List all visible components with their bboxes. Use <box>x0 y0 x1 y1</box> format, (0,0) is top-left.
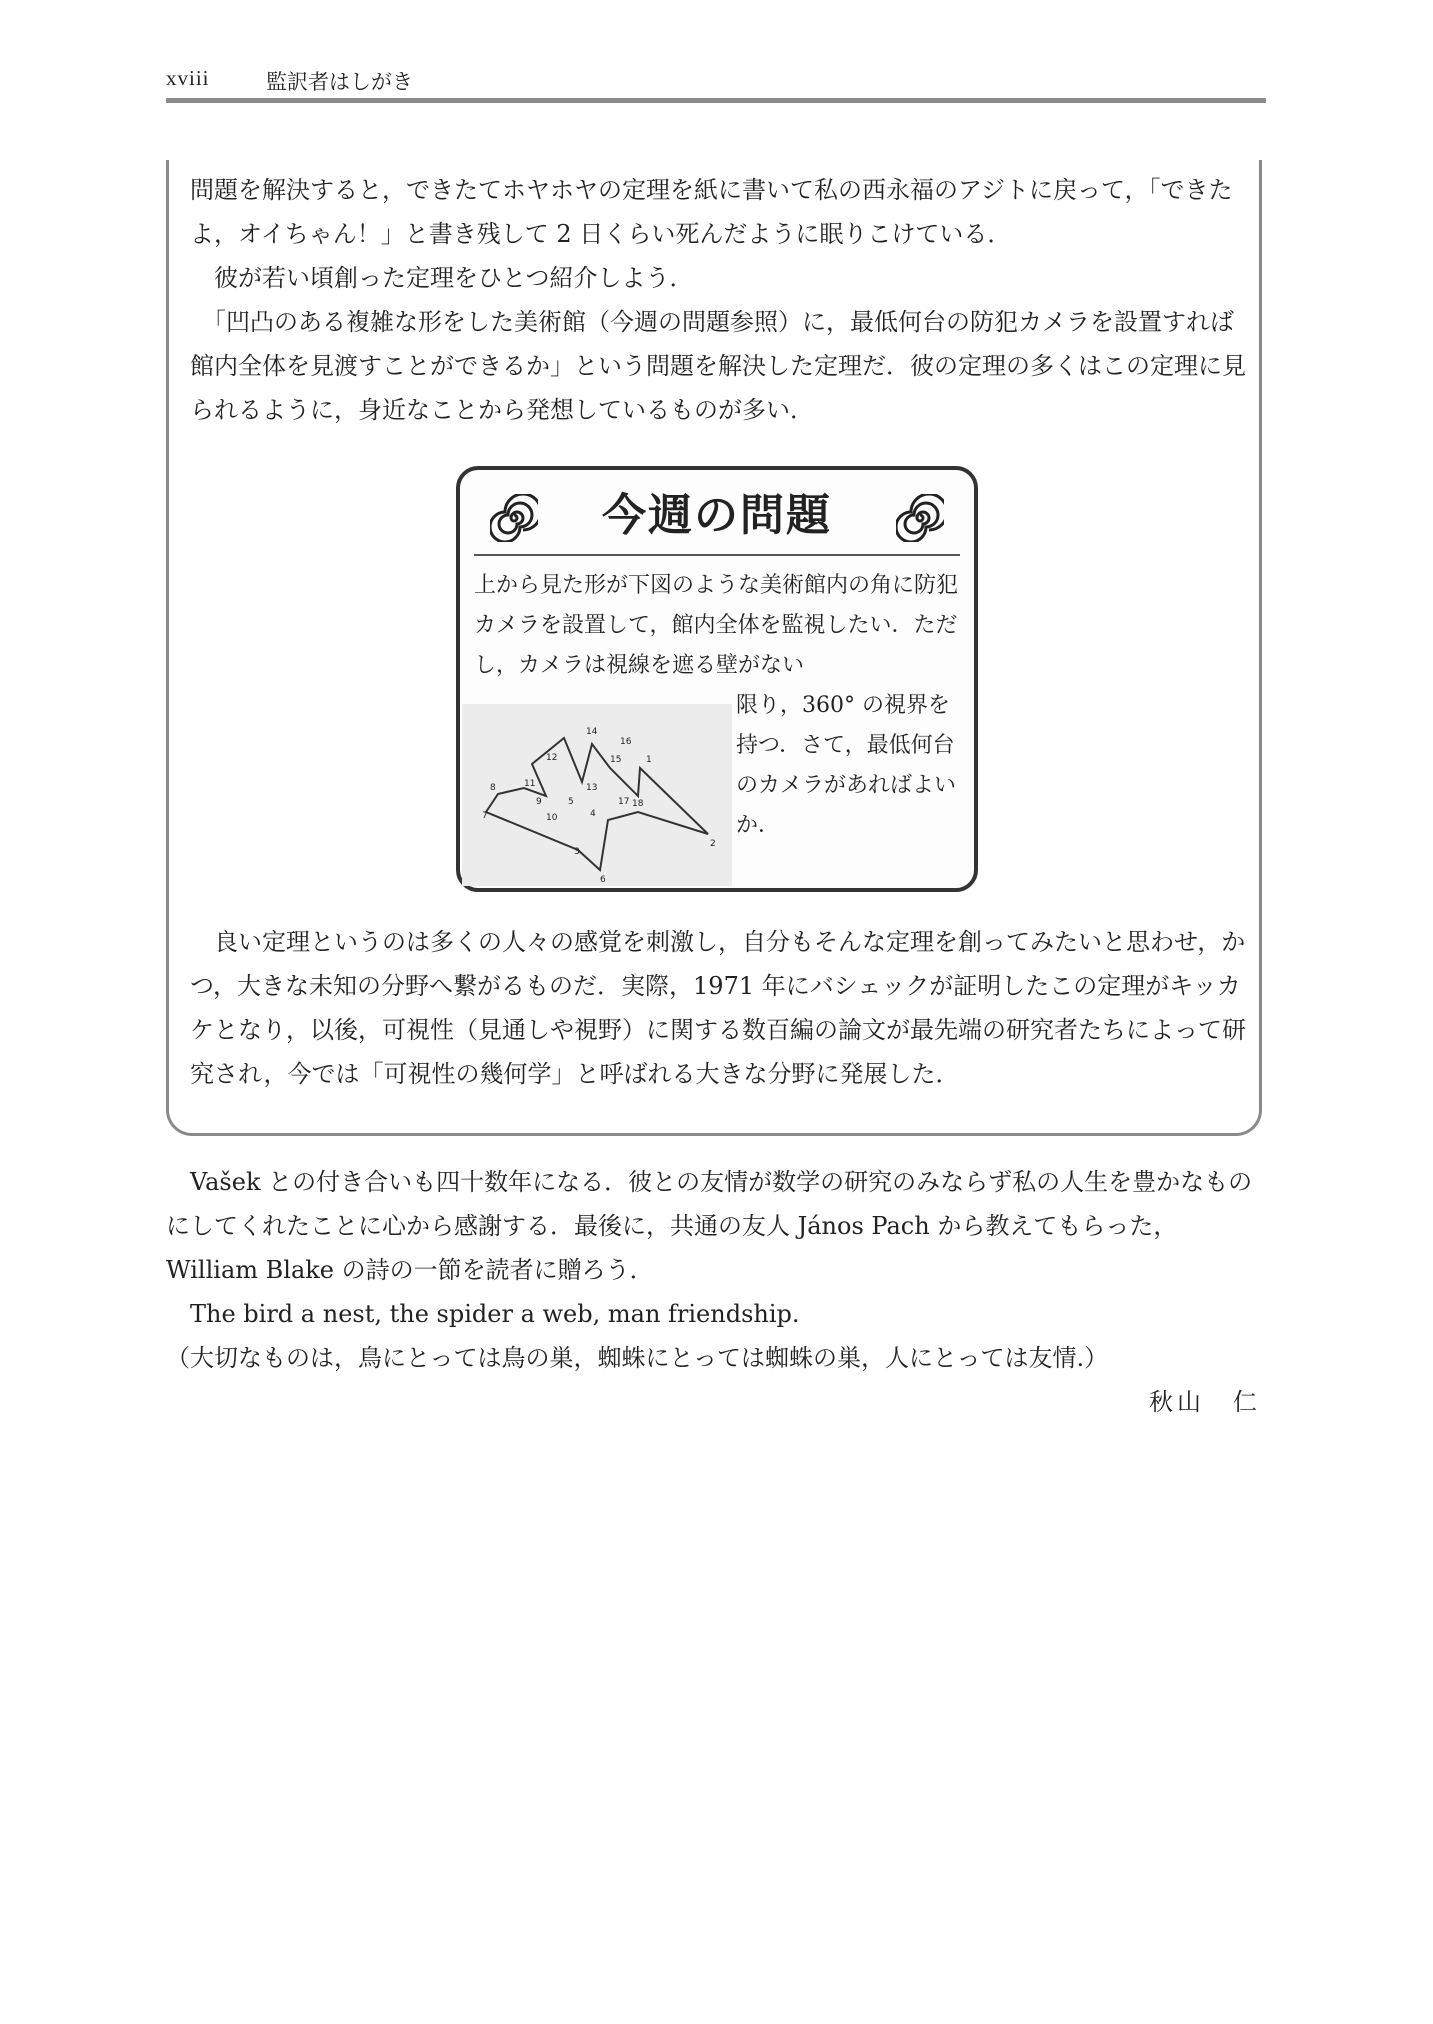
vertex-label: 17 <box>618 797 630 807</box>
header-rule <box>166 98 1266 103</box>
spiral-icon <box>490 494 538 542</box>
vertex-label: 16 <box>620 737 632 747</box>
running-title: 監訳者はしがき <box>266 70 413 94</box>
vertex-label: 14 <box>586 727 598 737</box>
vertex-label: 3 <box>574 847 580 857</box>
art-gallery-polygon-diagram <box>462 704 732 886</box>
problem-text: 上から見た形が下図のような美術館内の角に防犯カメラを設置して，館内全体を監視したい．ただし，カメラは視線を遮る壁がない <box>474 573 959 678</box>
vertex-label: 8 <box>490 783 496 793</box>
vertex-label: 2 <box>710 839 716 849</box>
vertex-label: 4 <box>590 809 596 819</box>
poem-quote: The bird a nest, the spider a web, man friendship. <box>166 1300 800 1328</box>
vertex-label: 11 <box>524 779 536 789</box>
problem-rule <box>474 554 960 556</box>
vertex-labels <box>482 727 716 885</box>
box-paragraph-3: 「凹凸のある複雑な形をした美術館（今週の問題参照）に，最低何台の防犯カメラを設置すれば館内全体を見渡すことができるか」という問題を解決した定理だ．彼の定理の多くはこの定理に見られるように，身近なことから発想しているものが多い． <box>190 308 1246 424</box>
vertex-label: 6 <box>600 875 606 885</box>
vertex-label: 1 <box>646 755 652 765</box>
problem-header <box>476 488 958 544</box>
vertex-label: 12 <box>546 753 558 763</box>
vertex-label: 18 <box>632 799 644 809</box>
gallery-polygon <box>486 738 708 870</box>
weekly-problem-box <box>456 466 978 892</box>
page-number: xviii <box>166 66 210 90</box>
vertex-label: 7 <box>482 811 488 821</box>
vertex-label: 5 <box>568 797 574 807</box>
author-signature: 秋山 仁 <box>1149 1388 1261 1416</box>
page-header <box>166 62 1266 102</box>
vertex-label: 13 <box>586 783 598 793</box>
poem-translation: （大切なものは，鳥にとっては鳥の巣，蜘蛛にとっては蜘蛛の巣，人にとっては友情.） <box>166 1344 1109 1372</box>
body-paragraph: Vašek との付き合いも四十数年になる．彼との友情が数学の研究のみならず私の人生を豊かなものにしてくれたことに心から感謝する．最後に，共通の友人 János Pach から教えてもらった，William Blake の詩の一節を読者に贈ろう． <box>166 1168 1253 1284</box>
box-paragraph-1: 問題を解決すると，できたてホヤホヤの定理を紙に書いて私の西永福のアジトに戻って，「できたよ，オイちゃん！」と書き残して 2 日くらい死んだように眠りこけている． <box>190 176 1233 248</box>
framed-column-box <box>166 160 1262 1136</box>
box-paragraph-2: 彼が若い頃創った定理をひとつ紹介しよう． <box>190 264 694 292</box>
problem-text-continued: 限り，360° の視界を持つ．さて，最低何台のカメラがあればよいか． <box>736 693 957 838</box>
spiral-icon <box>896 494 944 542</box>
box-paragraph-4: 良い定理というのは多くの人々の感覚を刺激し，自分もそんな定理を創ってみたいと思わせ，かつ，大きな未知の分野へ繋がるものだ．実際，1971 年にバシェックが証明したこの定理がキッカケとなり，以後，可視性（見通しや視野）に関する数百編の論文が最先端の研究者たちによって研究され，今では「可視性の幾何学」と呼ばれる大きな分野に発展した． <box>190 928 1246 1088</box>
vertex-label: 15 <box>610 755 622 765</box>
problem-title: 今週の問題 <box>602 490 832 541</box>
vertex-label: 9 <box>536 797 542 807</box>
vertex-label: 10 <box>546 813 558 823</box>
